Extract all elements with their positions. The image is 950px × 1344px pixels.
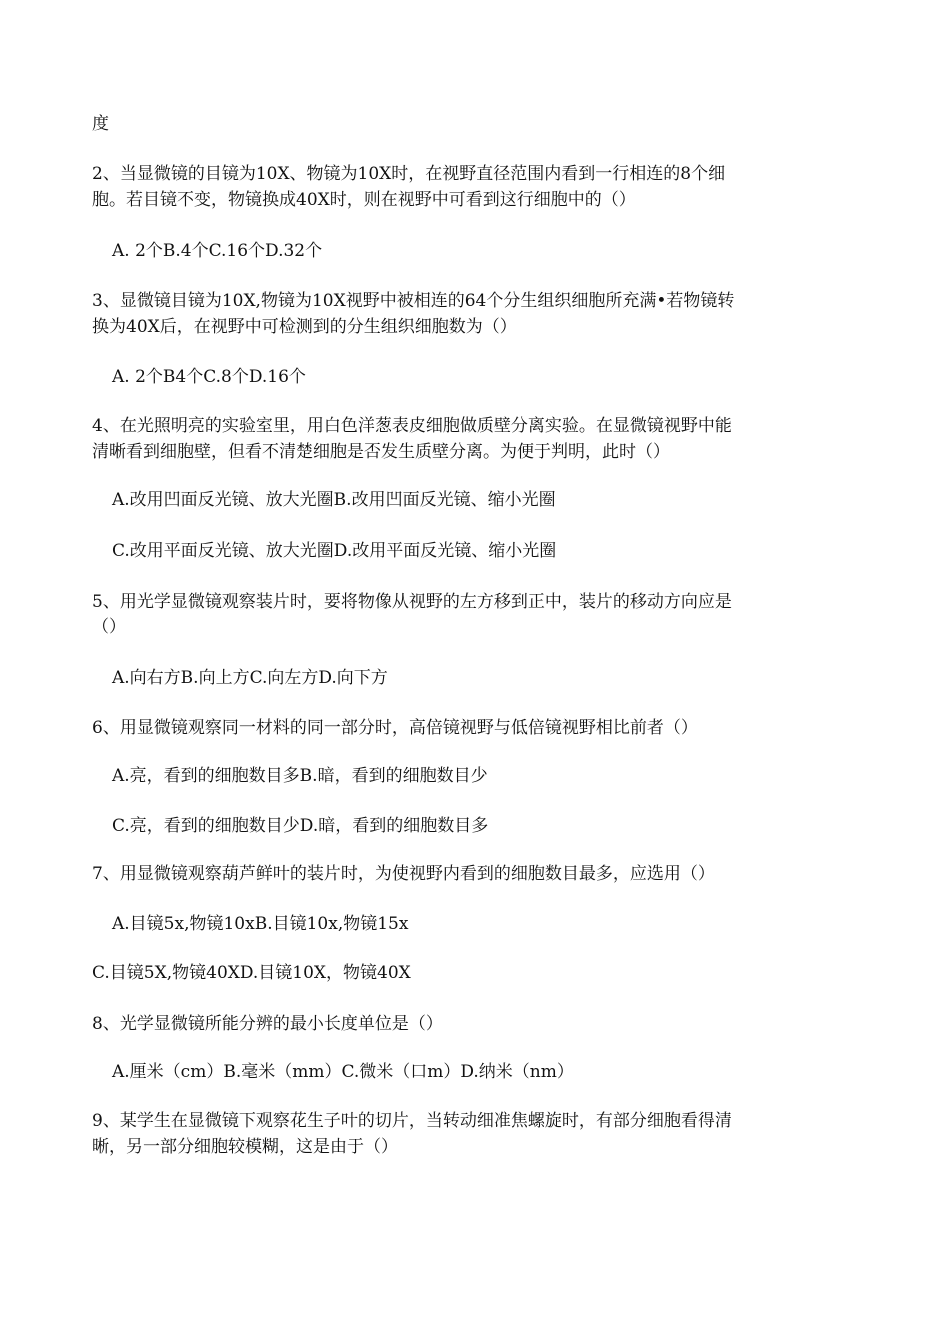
question-3-line-1: 3、显微镜目镜为10X,物镜为10X视野中被相连的64个分生组织细胞所充满•若物镜转 xyxy=(92,291,735,311)
question-9-line-2: 晰，另一部分细胞较模糊，这是由于（） xyxy=(92,1137,398,1157)
question-2-options: A. 2个B.4个C.16个D.32个 xyxy=(112,241,323,261)
question-4-line-1: 4、在光照明亮的实验室里，用白色洋葱表皮细胞做质壁分离实验。在显微镜视野中能 xyxy=(92,416,732,436)
question-2-line-2: 胞。若目镜不变，物镜换成40X时，则在视野中可看到这行细胞中的（） xyxy=(92,190,636,210)
question-3-options: A. 2个B4个C.8个D.16个 xyxy=(112,367,306,387)
question-4-options-ab: A.改用凹面反光镜、放大光圈B.改用凹面反光镜、缩小光圈 xyxy=(112,490,556,510)
question-7-options-cd: C.目镜5X,物镜40XD.目镜10X，物镜40X xyxy=(92,963,411,983)
question-8-options: A.厘米（cm）B.毫米（mm）C.微米（口m）D.纳米（nm） xyxy=(112,1062,574,1082)
question-2-line-1: 2、当显微镜的目镜为10X、物镜为10X时，在视野直径范围内看到一行相连的8个细 xyxy=(92,164,726,184)
question-4-line-2: 清晰看到细胞壁，但看不清楚细胞是否发生质壁分离。为便于判明，此时（） xyxy=(92,442,670,462)
question-6-line-1: 6、用显微镜观察同一材料的同一部分时，高倍镜视野与低倍镜视野相比前者（） xyxy=(92,718,698,738)
question-6-options-ab: A.亮，看到的细胞数目多B.暗，看到的细胞数目少 xyxy=(112,766,488,786)
question-7-line-1: 7、用显微镜观察葫芦鲜叶的装片时，为使视野内看到的细胞数目最多，应选用（） xyxy=(92,864,715,884)
text-line-continuation: 度 xyxy=(92,114,109,134)
question-8-line-1: 8、光学显微镜所能分辨的最小长度单位是（） xyxy=(92,1014,443,1034)
question-5-options: A.向右方B.向上方C.向左方D.向下方 xyxy=(112,668,388,688)
question-7-options-ab: A.目镜5x,物镜10xB.目镜10x,物镜15x xyxy=(112,914,409,934)
question-9-line-1: 9、某学生在显微镜下观察花生子叶的切片，当转动细准焦螺旋时，有部分细胞看得清 xyxy=(92,1111,732,1131)
question-5-line-2: （） xyxy=(92,617,126,637)
question-4-options-cd: C.改用平面反光镜、放大光圈D.改用平面反光镜、缩小光圈 xyxy=(112,541,557,561)
question-6-options-cd: C.亮，看到的细胞数目少D.暗，看到的细胞数目多 xyxy=(112,816,489,836)
question-5-line-1: 5、用光学显微镜观察装片时，要将物像从视野的左方移到正中，装片的移动方向应是 xyxy=(92,592,732,612)
question-3-line-2: 换为40X后，在视野中可检测到的分生组织细胞数为（） xyxy=(92,317,517,337)
